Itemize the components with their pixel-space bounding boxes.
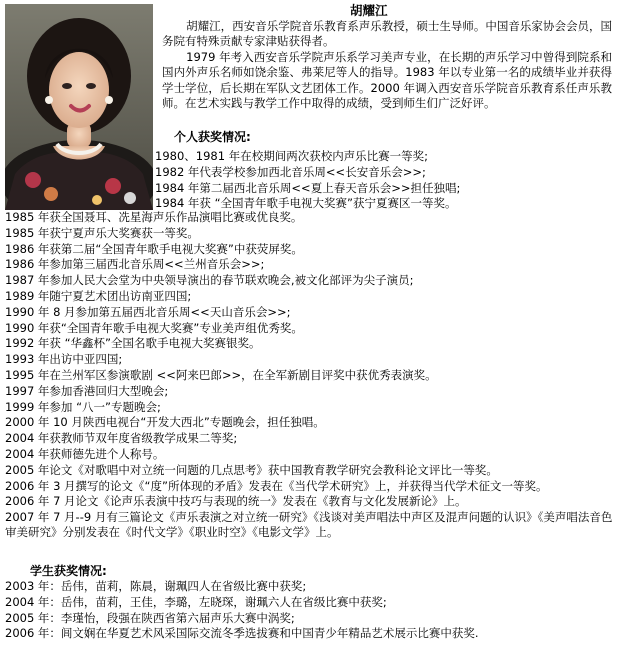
award-item: 1985 年获全国聂耳、冼星海声乐作品演唱比赛或优良奖。	[5, 210, 303, 224]
award-item: 1987 年参加人民大会堂为中央领导演出的春节联欢晚会,被文化部评为尖子演员;	[5, 273, 414, 288]
award-item: 1999 年参加 “八一”专题晚会;	[5, 399, 161, 414]
award-item: 1986 年获第二届“全国青年歌手电视大奖赛”中获荧屏奖。	[5, 241, 303, 256]
award-item: 2004 年获师德先进个人称号。	[5, 446, 165, 461]
award-item: 2004 年获教师节双年度省级教学成果二等奖;	[5, 431, 238, 446]
award-item: 1992 年获 “华鑫杯”全国名歌手电视大奖赛银奖。	[5, 336, 261, 351]
intro-section	[162, 19, 612, 111]
award-item: 1997 年参加香港回归大型晚会;	[5, 383, 169, 398]
award-item: 1993 年出访中亚四国;	[5, 352, 123, 367]
personal-awards-heading: 个人获奖情况:	[174, 130, 251, 144]
award-item: 1990 年 8 月参加第五届西北音乐周<<天山音乐会>>;	[5, 304, 291, 319]
student-award-item: 2006 年：闾文娴在华夏艺术风采国际交流冬季选拔赛和中国青少年精品艺术展示比赛中获奖.	[5, 626, 479, 641]
award-item: 1985 年获宁夏声乐大奖赛获一等奖。	[5, 225, 199, 240]
student-awards-list	[5, 579, 615, 642]
student-award-item: 2003 年：岳伟，苗莉，陈晨，谢珮四人在省级比赛中获奖;	[5, 579, 307, 593]
award-item: 1982 年代表学校参加西北音乐周<<长安音乐会>>;	[155, 164, 426, 179]
award-item: 2006 年 7 月论文《论声乐表演中技巧与表现的统一》发表在《教育与文化发展新论》上。	[5, 493, 467, 508]
student-awards-heading: 学生获奖情况:	[30, 564, 107, 578]
award-item: 1990 年获“全国青年歌手电视大奖赛”专业美声组优秀奖。	[5, 320, 303, 335]
award-item: 1995 年在兰州军区参演歌剧 <<阿来巴郎>>，在全军新剧目评奖中获优秀表演奖。	[5, 367, 437, 382]
award-item: 1986 年参加第三届西北音乐周<<兰州音乐会>>;	[5, 257, 265, 272]
portrait-photo	[5, 4, 153, 210]
student-award-item: 2004 年：岳伟，苗莉，王佳，李璐，左晓琛，谢珮六人在省级比赛中获奖;	[5, 594, 387, 609]
personal-awards-list	[5, 210, 615, 540]
personal-awards-top-list	[155, 149, 615, 212]
award-item: 1989 年随宁夏艺术团出访南亚四国;	[5, 288, 192, 303]
award-item: 2000 年 10 月陕西电视台“开发大西北”专题晚会，担任独唱。	[5, 415, 325, 430]
portrait-illustration	[5, 4, 153, 210]
award-item: 2006 年 3 月撰写的论文《“度”所体现的矛盾》发表在《当代学术研究》上，并获得当代学术征文一等奖。	[5, 478, 548, 493]
student-award-item: 2005 年：李瑾怡，段强在陕西省第六届声乐大赛中涡奖;	[5, 610, 295, 625]
intro-paragraph: 胡耀江，西安音乐学院音乐教育系声乐教授，硕士生导师。中国音乐家协会会员，国务院有特殊贡献专家津贴获得者。	[162, 19, 612, 49]
page-title: 胡耀江	[350, 3, 388, 18]
intro-paragraph: 1979 年考入西安音乐学院声乐系学习美声专业，在长期的声乐学习中曾得到院系和国内外声乐名师如饶余鉴、弗莱尼等人的指导。1983 年以专业第一名的成绩毕业并获得学士学位，后长期在军队文艺团体工作。2000 年调入西安音乐学院音乐教育系任声乐教师。在艺术实践与教学工作中取得的成绩，受到师生们广泛好评。	[162, 49, 612, 111]
award-item: 2007 年 7 月--9 月有三篇论文《声乐表演之对立统一研究》《浅谈对美声唱法中声区及混声问题的认识》《美声唱法音色审美研究》分别发表在《时代文学》《职业时空》《电影文学》上。	[5, 509, 613, 539]
award-item: 1984 年第二届西北音乐周<<夏上春天音乐会>>担任独唱;	[155, 180, 461, 195]
award-item: 2005 年论文《对歌唱中对立统一问题的几点思考》获中国教育教学研究会教科论文评比一等奖。	[5, 462, 498, 477]
award-item: 1980、1981 年在校期间两次获校内声乐比赛一等奖;	[155, 149, 429, 163]
award-item: 1984 年获 “全国青年歌手电视大奖赛”获宁夏赛区一等奖。	[155, 196, 457, 211]
